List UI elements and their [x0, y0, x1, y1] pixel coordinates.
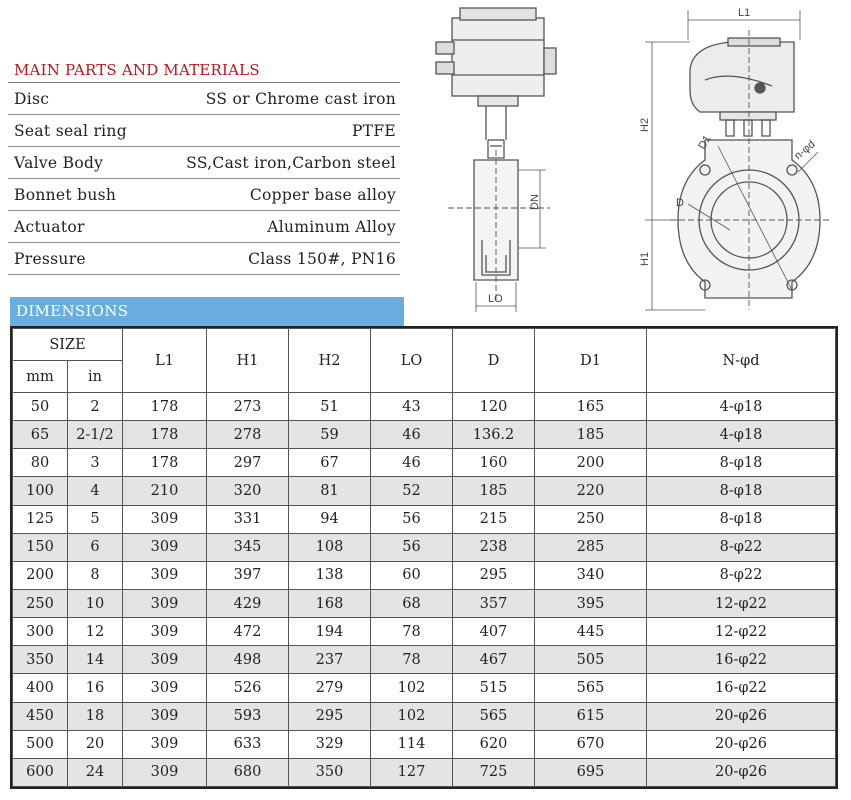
table-cell: 467 — [453, 646, 535, 674]
table-cell: 200 — [13, 561, 68, 589]
table-cell: 600 — [13, 758, 68, 786]
table-cell: 136.2 — [453, 421, 535, 449]
table-cell: 56 — [371, 505, 453, 533]
dimensions-table-body — [13, 393, 836, 787]
table-cell: 309 — [123, 505, 207, 533]
table-cell: 329 — [289, 730, 371, 758]
table-cell: 320 — [207, 477, 289, 505]
col-header-l1: L1 — [123, 329, 207, 393]
part-name: Valve Body — [14, 153, 104, 172]
table-cell: 20-φ26 — [647, 758, 836, 786]
table-cell: 20-φ26 — [647, 702, 836, 730]
table-cell: 20-φ26 — [647, 730, 836, 758]
table-cell: 515 — [453, 674, 535, 702]
col-header-in: in — [68, 361, 123, 393]
table-cell: 78 — [371, 618, 453, 646]
col-header-d: D — [453, 329, 535, 393]
part-name: Pressure — [14, 249, 86, 268]
table-cell: 498 — [207, 646, 289, 674]
table-cell: 185 — [535, 421, 647, 449]
table-cell: 8-φ22 — [647, 533, 836, 561]
table-row — [13, 477, 836, 505]
dimensions-table-wrap — [10, 326, 838, 789]
col-header-h1: H1 — [207, 329, 289, 393]
table-cell: 250 — [535, 505, 647, 533]
col-header-h2: H2 — [289, 329, 371, 393]
table-cell: 168 — [289, 589, 371, 617]
table-row — [13, 449, 836, 477]
table-cell: 60 — [371, 561, 453, 589]
table-cell: 178 — [123, 421, 207, 449]
table-cell: 620 — [453, 730, 535, 758]
table-cell: 309 — [123, 758, 207, 786]
dimensions-banner: DIMENSIONS — [10, 297, 404, 326]
valve-drawings — [400, 0, 851, 320]
table-cell: 4-φ18 — [647, 421, 836, 449]
table-cell: 565 — [453, 702, 535, 730]
table-cell: 8-φ18 — [647, 449, 836, 477]
table-cell: 309 — [123, 646, 207, 674]
table-cell: 8-φ22 — [647, 561, 836, 589]
table-cell: 52 — [371, 477, 453, 505]
table-row — [13, 730, 836, 758]
table-cell: 81 — [289, 477, 371, 505]
table-cell: 345 — [207, 533, 289, 561]
table-cell: 680 — [207, 758, 289, 786]
parts-list — [8, 83, 400, 275]
parts-title: MAIN PARTS AND MATERIALS — [8, 58, 400, 83]
table-row — [13, 533, 836, 561]
table-cell: 18 — [68, 702, 123, 730]
table-cell: 178 — [123, 449, 207, 477]
h1-label: H1 — [639, 251, 651, 266]
table-row — [13, 505, 836, 533]
table-cell: 8-φ18 — [647, 505, 836, 533]
table-row — [13, 589, 836, 617]
table-cell: 215 — [453, 505, 535, 533]
col-header-n-phi-d: N-φd — [647, 329, 836, 393]
table-row — [13, 421, 836, 449]
table-cell: 309 — [123, 730, 207, 758]
table-cell: 273 — [207, 393, 289, 421]
table-cell: 2 — [68, 393, 123, 421]
table-cell: 505 — [535, 646, 647, 674]
table-cell: 2-1/2 — [68, 421, 123, 449]
table-cell: 615 — [535, 702, 647, 730]
table-cell: 350 — [13, 646, 68, 674]
table-cell: 695 — [535, 758, 647, 786]
l1-label: L1 — [738, 7, 751, 19]
table-cell: 16-φ22 — [647, 674, 836, 702]
table-cell: 108 — [289, 533, 371, 561]
size-header: SIZE — [13, 329, 123, 361]
side-view-drawing — [436, 8, 556, 312]
table-cell: 100 — [13, 477, 68, 505]
table-cell: 526 — [207, 674, 289, 702]
table-cell: 250 — [13, 589, 68, 617]
table-cell: 210 — [123, 477, 207, 505]
parts-row — [8, 243, 400, 275]
table-row — [13, 646, 836, 674]
table-cell: 178 — [123, 393, 207, 421]
table-cell: 5 — [68, 505, 123, 533]
table-cell: 24 — [68, 758, 123, 786]
table-cell: 46 — [371, 421, 453, 449]
table-cell: 94 — [289, 505, 371, 533]
table-cell: 56 — [371, 533, 453, 561]
table-cell: 3 — [68, 449, 123, 477]
main-parts-panel — [8, 58, 400, 275]
table-cell: 397 — [207, 561, 289, 589]
lo-label: LO — [488, 293, 503, 305]
table-cell: 16-φ22 — [647, 646, 836, 674]
table-cell: 8 — [68, 561, 123, 589]
table-row — [13, 674, 836, 702]
part-material: SS or Chrome cast iron — [205, 89, 396, 108]
col-header-mm: mm — [13, 361, 68, 393]
table-cell: 309 — [123, 533, 207, 561]
table-cell: 12 — [68, 618, 123, 646]
table-cell: 16 — [68, 674, 123, 702]
table-row — [13, 702, 836, 730]
d-label: D — [676, 197, 684, 209]
table-cell: 340 — [535, 561, 647, 589]
h2-label: H2 — [639, 117, 651, 132]
table-cell: 565 — [535, 674, 647, 702]
table-cell: 4-φ18 — [647, 393, 836, 421]
table-cell: 309 — [123, 589, 207, 617]
table-cell: 59 — [289, 421, 371, 449]
table-cell: 278 — [207, 421, 289, 449]
table-cell: 300 — [13, 618, 68, 646]
part-material: Class 150#, PN16 — [248, 249, 396, 268]
col-header-lo: LO — [371, 329, 453, 393]
table-cell: 160 — [453, 449, 535, 477]
parts-row — [8, 211, 400, 243]
table-cell: 200 — [535, 449, 647, 477]
table-cell: 165 — [535, 393, 647, 421]
table-cell: 309 — [123, 674, 207, 702]
table-cell: 407 — [453, 618, 535, 646]
table-cell: 127 — [371, 758, 453, 786]
part-name: Actuator — [14, 217, 85, 236]
parts-row — [8, 147, 400, 179]
table-cell: 67 — [289, 449, 371, 477]
table-cell: 51 — [289, 393, 371, 421]
table-cell: 450 — [13, 702, 68, 730]
part-material: PTFE — [351, 121, 396, 140]
part-material: Aluminum Alloy — [267, 217, 396, 236]
table-cell: 150 — [13, 533, 68, 561]
table-cell: 472 — [207, 618, 289, 646]
table-cell: 20 — [68, 730, 123, 758]
part-material: SS,Cast iron,Carbon steel — [186, 153, 396, 172]
table-cell: 295 — [289, 702, 371, 730]
d1-label: D1 — [696, 133, 714, 152]
table-cell: 10 — [68, 589, 123, 617]
part-name: Bonnet bush — [14, 185, 117, 204]
table-cell: 633 — [207, 730, 289, 758]
table-cell: 238 — [453, 533, 535, 561]
part-material: Copper base alloy — [249, 185, 396, 204]
table-cell: 8-φ18 — [647, 477, 836, 505]
table-cell: 309 — [123, 618, 207, 646]
table-cell: 279 — [289, 674, 371, 702]
table-cell: 309 — [123, 702, 207, 730]
parts-row — [8, 115, 400, 147]
table-row — [13, 618, 836, 646]
table-cell: 285 — [535, 533, 647, 561]
table-cell: 237 — [289, 646, 371, 674]
table-cell: 429 — [207, 589, 289, 617]
table-cell: 220 — [535, 477, 647, 505]
table-cell: 400 — [13, 674, 68, 702]
part-name: Disc — [14, 89, 50, 108]
parts-row — [8, 179, 400, 211]
part-name: Seat seal ring — [14, 121, 127, 140]
table-cell: 357 — [453, 589, 535, 617]
table-cell: 445 — [535, 618, 647, 646]
table-cell: 350 — [289, 758, 371, 786]
table-cell: 12-φ22 — [647, 618, 836, 646]
table-row — [13, 758, 836, 786]
table-row — [13, 561, 836, 589]
table-cell: 185 — [453, 477, 535, 505]
table-cell: 4 — [68, 477, 123, 505]
table-cell: 194 — [289, 618, 371, 646]
table-cell: 46 — [371, 449, 453, 477]
table-cell: 65 — [13, 421, 68, 449]
table-cell: 120 — [453, 393, 535, 421]
table-cell: 670 — [535, 730, 647, 758]
table-cell: 309 — [123, 561, 207, 589]
col-header-d1: D1 — [535, 329, 647, 393]
table-cell: 125 — [13, 505, 68, 533]
table-cell: 6 — [68, 533, 123, 561]
dn-label: DN — [529, 194, 541, 210]
table-cell: 50 — [13, 393, 68, 421]
parts-row — [8, 83, 400, 115]
table-cell: 78 — [371, 646, 453, 674]
table-cell: 114 — [371, 730, 453, 758]
table-cell: 725 — [453, 758, 535, 786]
dimensions-table — [12, 328, 836, 787]
table-cell: 43 — [371, 393, 453, 421]
n-phi-d-label: n-φd — [792, 138, 818, 163]
table-cell: 102 — [371, 702, 453, 730]
table-cell: 102 — [371, 674, 453, 702]
table-cell: 68 — [371, 589, 453, 617]
table-cell: 297 — [207, 449, 289, 477]
table-cell: 12-φ22 — [647, 589, 836, 617]
table-cell: 500 — [13, 730, 68, 758]
table-cell: 295 — [453, 561, 535, 589]
table-cell: 138 — [289, 561, 371, 589]
table-cell: 593 — [207, 702, 289, 730]
table-row — [13, 393, 836, 421]
table-cell: 14 — [68, 646, 123, 674]
table-cell: 395 — [535, 589, 647, 617]
table-cell: 331 — [207, 505, 289, 533]
table-cell: 80 — [13, 449, 68, 477]
